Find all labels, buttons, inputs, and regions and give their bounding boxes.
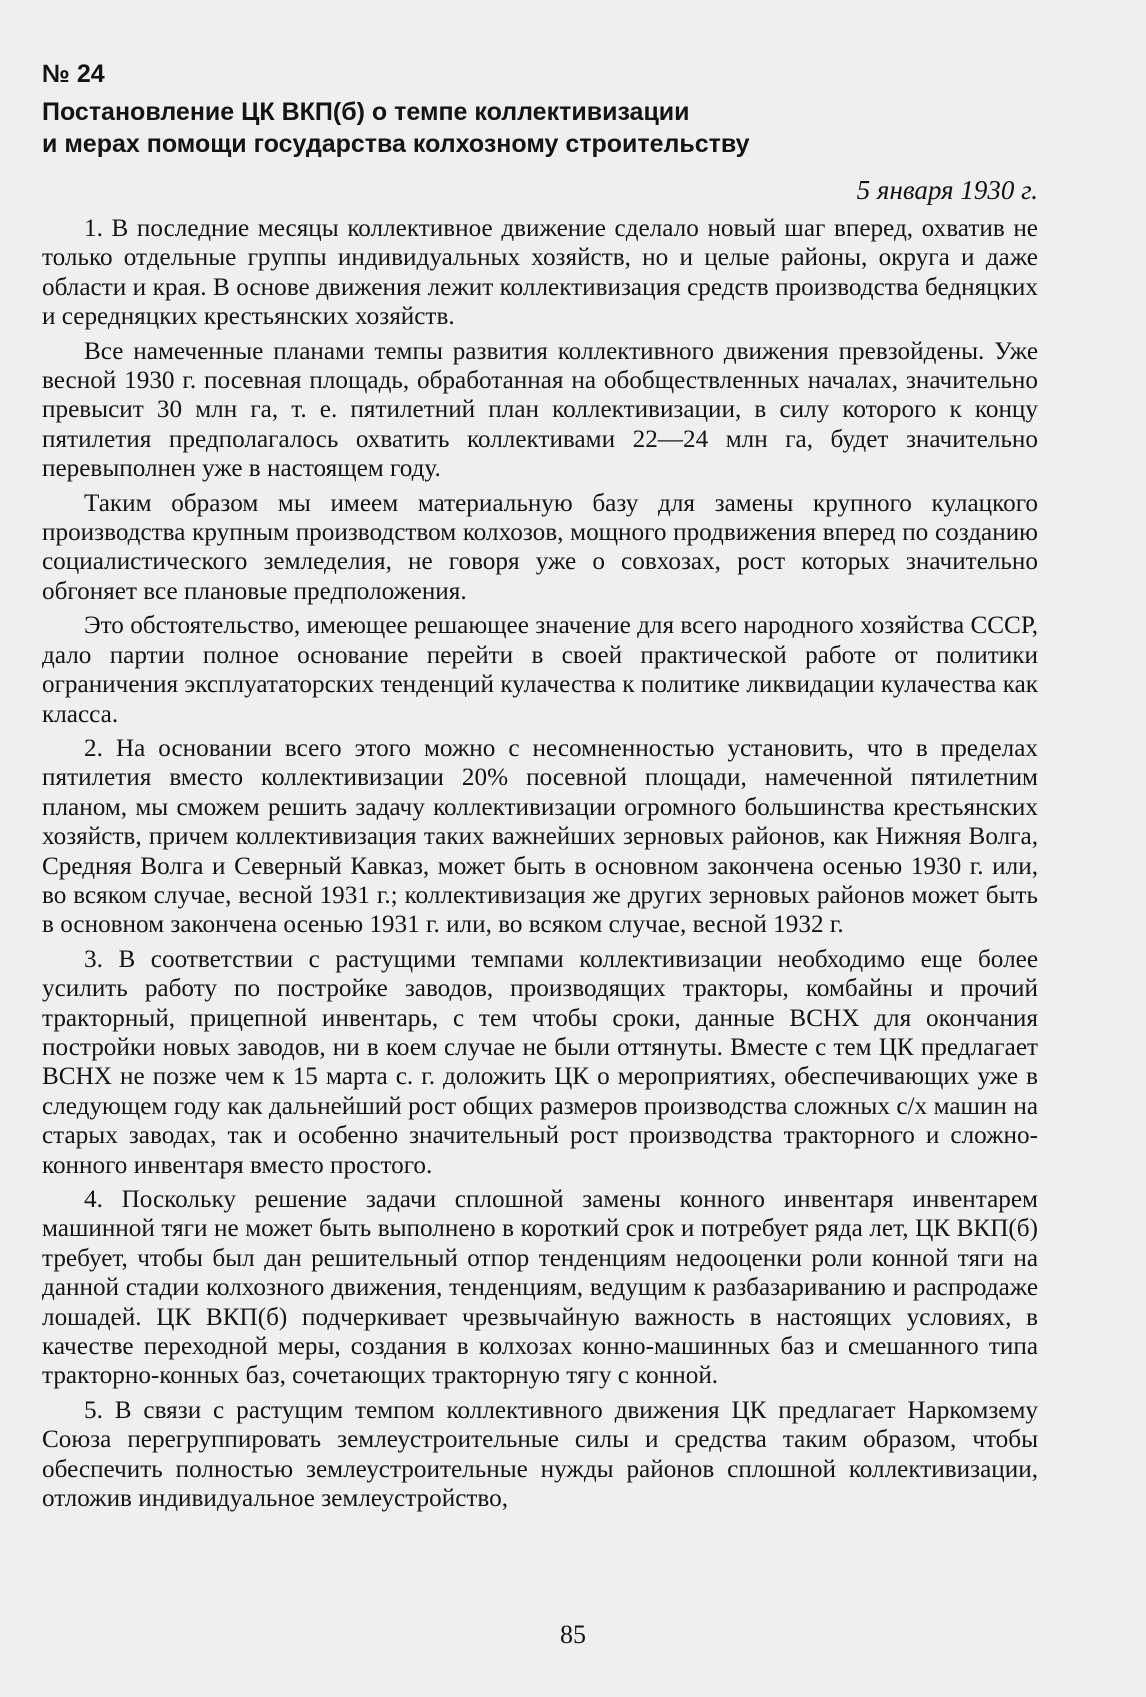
- document-title-line: Постановление ЦК ВКП(б) о темпе коллективизации: [42, 98, 690, 126]
- paragraph-point-3: 3. В соответствии с растущими темпами коллективизации необходимо еще более усилить работу по постройке заводов, производящих тракторы, комбайны и прочий тракторный, прицепной инвентарь, с тем чтобы сроки, данные ВСНХ для окончания постройки новых заводов, ни в коем случае не были оттянуты. Вместе с тем ЦК предлагает ВСНХ не позже чем к 15 марта с. г. доложить ЦК о мероприятиях, обеспечивающих уже в следующем году как дальнейший рост общих размеров производства сложных с/х машин на старых заводах, так и особенно значительный рост производства тракторного и сложно-конного инвентаря вместо простого.: [42, 945, 1038, 1179]
- paragraph-point-2: 2. На основании всего этого можно с несомненностью установить, что в пределах пятилетия вместо коллективизации 20% посевной площади, намеченной пятилетним планом, мы сможем решить задачу коллективизации огромного большинства крестьянских хозяйств, причем коллективизация таких важнейших зерновых районов, как Нижняя Волга, Средняя Волга и Северный Кавказ, может быть в основном закончена осенью 1930 г. или, во всяком случае, весной 1931 г.; коллективизация же других зерновых районов может быть в основном закончена осенью 1931 г. или, во всяком случае, весной 1932 г.: [42, 734, 1038, 939]
- document-title: [42, 96, 1038, 160]
- document-number: № 24: [42, 60, 105, 88]
- paragraph: Это обстоятельство, имеющее решающее значение для всего народного хозяйства СССР, дало партии полное основание перейти в своей практической работе от политики ограничения эксплуататорских тенденций кулачества к политике ликвидации кулачества как класса.: [42, 612, 1038, 728]
- document-date: 5 января 1930 г.: [856, 175, 1038, 205]
- paragraph-point-4: 4. Поскольку решение задачи сплошной замены конного инвентаря инвентарем машинной тяги не может быть выполнено в короткий срок и потребует ряда лет, ЦК ВКП(б) требует, чтобы был дан решительный отпор тенденциям недооценки роли конной тяги на данной стадии колхозного движения, тенденциям, ведущим к разбазариванию и распродаже лошадей. ЦК ВКП(б) подчеркивает чрезвычайную важность в настоящих условиях, в качестве переходной меры, создания в колхозах конно-машинных баз и смешанного типа тракторно-конных баз, сочетающих тракторную тягу с конной.: [42, 1186, 1038, 1390]
- paragraph: Таким образом мы имеем материальную базу для замены крупного кулацкого производства крупным производством колхозов, мощного продвижения вперед по созданию социалистического земледелия, не говоря уже о совхозах, рост которых значительно обгоняет все плановые предположения.: [42, 489, 1038, 605]
- paragraph-point-5: 5. В связи с растущим темпом коллективного движения ЦК предлагает Наркомзему Союза перегруппировать землеустроительные силы и средства таким образом, чтобы обеспечить полностью землеустроительные нужды районов сплошной коллективизации, отложив индивидуальное землеустройство,: [42, 1396, 1038, 1513]
- page-number: 85: [560, 1620, 586, 1649]
- paragraph: Все намеченные планами темпы развития коллективного движения превзойдены. Уже весной 1930 г. посевная площадь, обработанная на обобществленных началах, значительно превысит 30 млн га, т. е. пятилетний план коллективизации, в силу которого к концу пятилетия предполагалось охватить коллективами 22—24 млн га, будет значительно перевыполнен уже в настоящем году.: [42, 337, 1038, 483]
- document-body: [42, 214, 1038, 1513]
- paragraph-point-1: 1. В последние месяцы коллективное движение сделало новый шаг вперед, охватив не только отдельные группы индивидуальных хозяйств, но и целые районы, округа и даже области и края. В основе движения лежит коллективизация средств производства бедняцких и середняцких крестьянских хозяйств.: [42, 215, 1038, 331]
- document-title-line: и мерах помощи государства колхозному строительству: [42, 130, 750, 158]
